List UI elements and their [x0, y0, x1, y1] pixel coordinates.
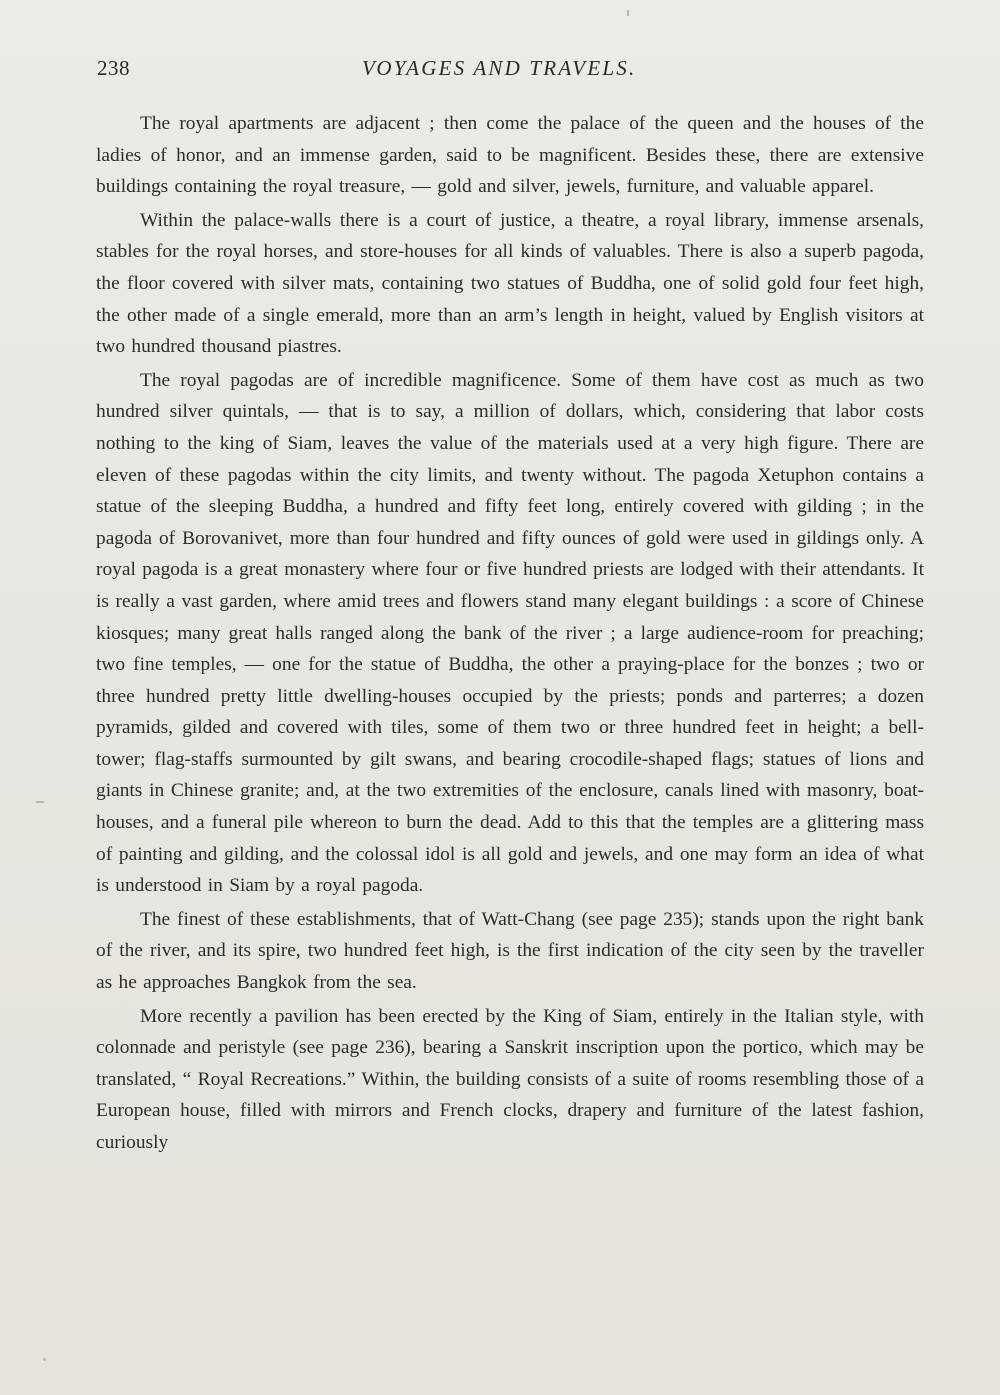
- body-text: [96, 108, 924, 1161]
- paragraph-royal-apartments: The royal apartments are adjacent ; then come the palace of the queen and the houses of the ladies of honor, and an immense garden, said to be magnificent. Besides these, there are extensive buildings containing the royal treasure, — gold and silver, jewels, furniture, and valuable apparel.: [96, 113, 924, 198]
- running-title: VOYAGES AND TRAVELS.: [362, 56, 637, 80]
- page-number: 238: [97, 56, 130, 80]
- paragraph-palace-walls: Within the palace-walls there is a court of justice, a theatre, a royal library, immense arsenals, stables for the royal horses, and store-houses for all kinds of valuables. There is also a superb pagoda, the floor covered with silver mats, containing two statues of Buddha, one of solid gold four feet high, the other made of a single emerald, more than an arm’s length in height, valued by English visitors at two hundred thousand piastres.: [96, 209, 924, 358]
- paper-speck: [627, 10, 629, 16]
- paper-speck: [43, 1358, 46, 1361]
- paper-speck: [36, 801, 44, 803]
- paragraph-watt-chang: The finest of these establishments, that of Watt-Chang (see page 235); stands upon the right bank of the river, and its spire, two hundred feet high, is the first indication of the city seen by the traveller as he approaches Bangkok from the sea.: [96, 908, 924, 994]
- paragraph-royal-pagodas: The royal pagodas are of incredible magnificence. Some of them have cost as much as two hundred silver quintals, — that is to say, a million of dollars, which, considering that labor costs nothing to the king of Siam, leaves the value of the materials used at a very high figure. There are eleven of these pagodas within the city limits, and twenty without. The pagoda Xetuphon contains a statue of the sleeping Buddha, a hundred and fifty feet long, entirely covered with gilding ; in the pagoda of Borovanivet, more than four hundred and fifty ounces of gold were used in gildings only. A royal pagoda is a great monastery where four or five hundred priests are lodged with their attendants. It is really a vast garden, where amid trees and flowers stand many elegant buildings : a score of Chinese kiosques; many great halls ranged along the bank of the river ; a large audience-room for preaching; two fine temples, — one for the statue of Buddha, the other a praying-place for the bonzes ; two or three hundred pretty little dwelling-houses occupied by the priests; ponds and parterres; a dozen pyramids, gilded and covered with tiles, some of them two or three hundred feet in height; a bell-tower; flag-staffs surmounted by gilt swans, and bearing crocodile-shaped flags; statues of lions and giants in Chinese granite; and, at the two extremities of the enclosure, canals lined with masonry, boat-houses, and a funeral pile whereon to burn the dead. Add to this that the temples are a glittering mass of painting and gilding, and the colossal idol is all gold and jewels, and one may form an idea of what is understood in Siam by a royal pagoda.: [96, 369, 924, 897]
- paragraph-pavilion: More recently a pavilion has been erected by the King of Siam, entirely in the Italian style, with colonnade and peristyle (see page 236), bearing a Sanskrit inscription upon the portico, which may be translated, “ Royal Recreations.” Within, the building consists of a suite of rooms resembling those of a European house, filled with mirrors and French clocks, drapery and furniture of the latest fashion, curiously: [96, 1005, 924, 1153]
- running-head: [97, 56, 921, 86]
